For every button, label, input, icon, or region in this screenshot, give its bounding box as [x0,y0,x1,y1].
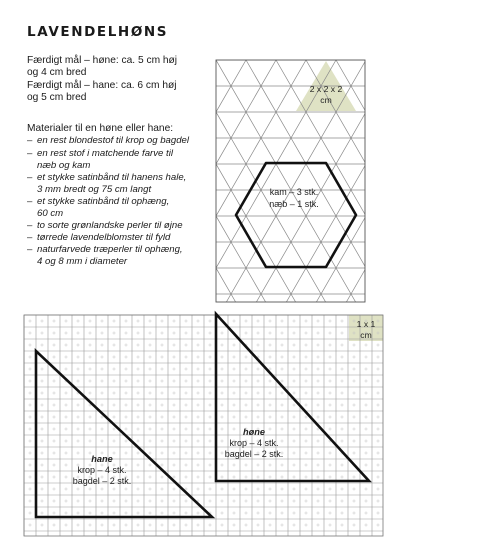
grid-line [403,60,492,360]
list-dash: – [27,195,33,207]
materials-item-text: en rest stof i matchende farve til [37,147,173,159]
materials-item-text: 60 cm [37,207,64,219]
grid-line [373,60,492,360]
hone-label: høne [243,427,265,437]
hexagon-label: næb – 1 stk. [269,199,319,209]
materials-item-text: en rest blondestof til krop og bagdel [37,135,190,147]
materials-heading: Materialer til en høne eller hane: [27,123,174,134]
materials-item-text: naturfarvede træperler til ophæng, [37,244,183,256]
square-grid-pattern [24,314,383,536]
grid-line [456,60,492,360]
grid-line [396,60,492,360]
scale-label: 2 x 2 x 2 [309,84,343,94]
list-dash: – [27,135,33,147]
list-dash: – [27,232,33,244]
materials-item-text: et stykke satinbånd til ophæng, [37,195,170,207]
materials-item-text: 4 og 8 mm i diameter [37,256,128,268]
page-title: LAVENDELHØNS [27,24,169,40]
scale-label: 1 x 1 [356,319,376,329]
list-dash: – [27,147,33,159]
finished-line: og 4 cm bred [27,67,87,79]
list-dash: – [27,244,33,256]
scale-label: cm [320,95,332,105]
grid-line [486,60,492,360]
hane-template-outline [36,351,212,517]
materials-item-text: et stykke satinbånd til hanens hale, [37,171,187,183]
materials-item-text: næb og kam [37,159,91,171]
list-dash: – [27,171,33,183]
hane-label: krop – 4 stk. [77,465,127,475]
grid-line [0,60,6,360]
hane-label: hane [91,454,113,464]
finished-line: Færdigt mål – hane: ca. 6 cm høj [27,79,177,91]
hexagon-label: kam – 3 stk. [269,187,319,197]
list-dash: – [27,220,33,232]
hone-label: bagdel – 2 stk. [224,449,284,459]
square-grid-border [24,315,383,536]
scale-label: cm [360,330,372,340]
materials-item-text: to sorte grønlandske perler til øjne [37,220,183,232]
finished-line: Færdigt mål – høne: ca. 5 cm høj [27,55,178,66]
finished-line: og 5 cm bred [27,92,87,104]
grid-line [426,60,492,360]
grid-line [366,60,492,360]
materials-item-text: tørrede lavendelblomster til fyld [37,232,171,244]
materials-item-text: 3 mm bredt og 75 cm langt [37,183,152,195]
hone-label: krop – 4 stk. [229,438,279,448]
hane-label: bagdel – 2 stk. [72,476,132,486]
hexagon-template-outline [236,163,356,267]
